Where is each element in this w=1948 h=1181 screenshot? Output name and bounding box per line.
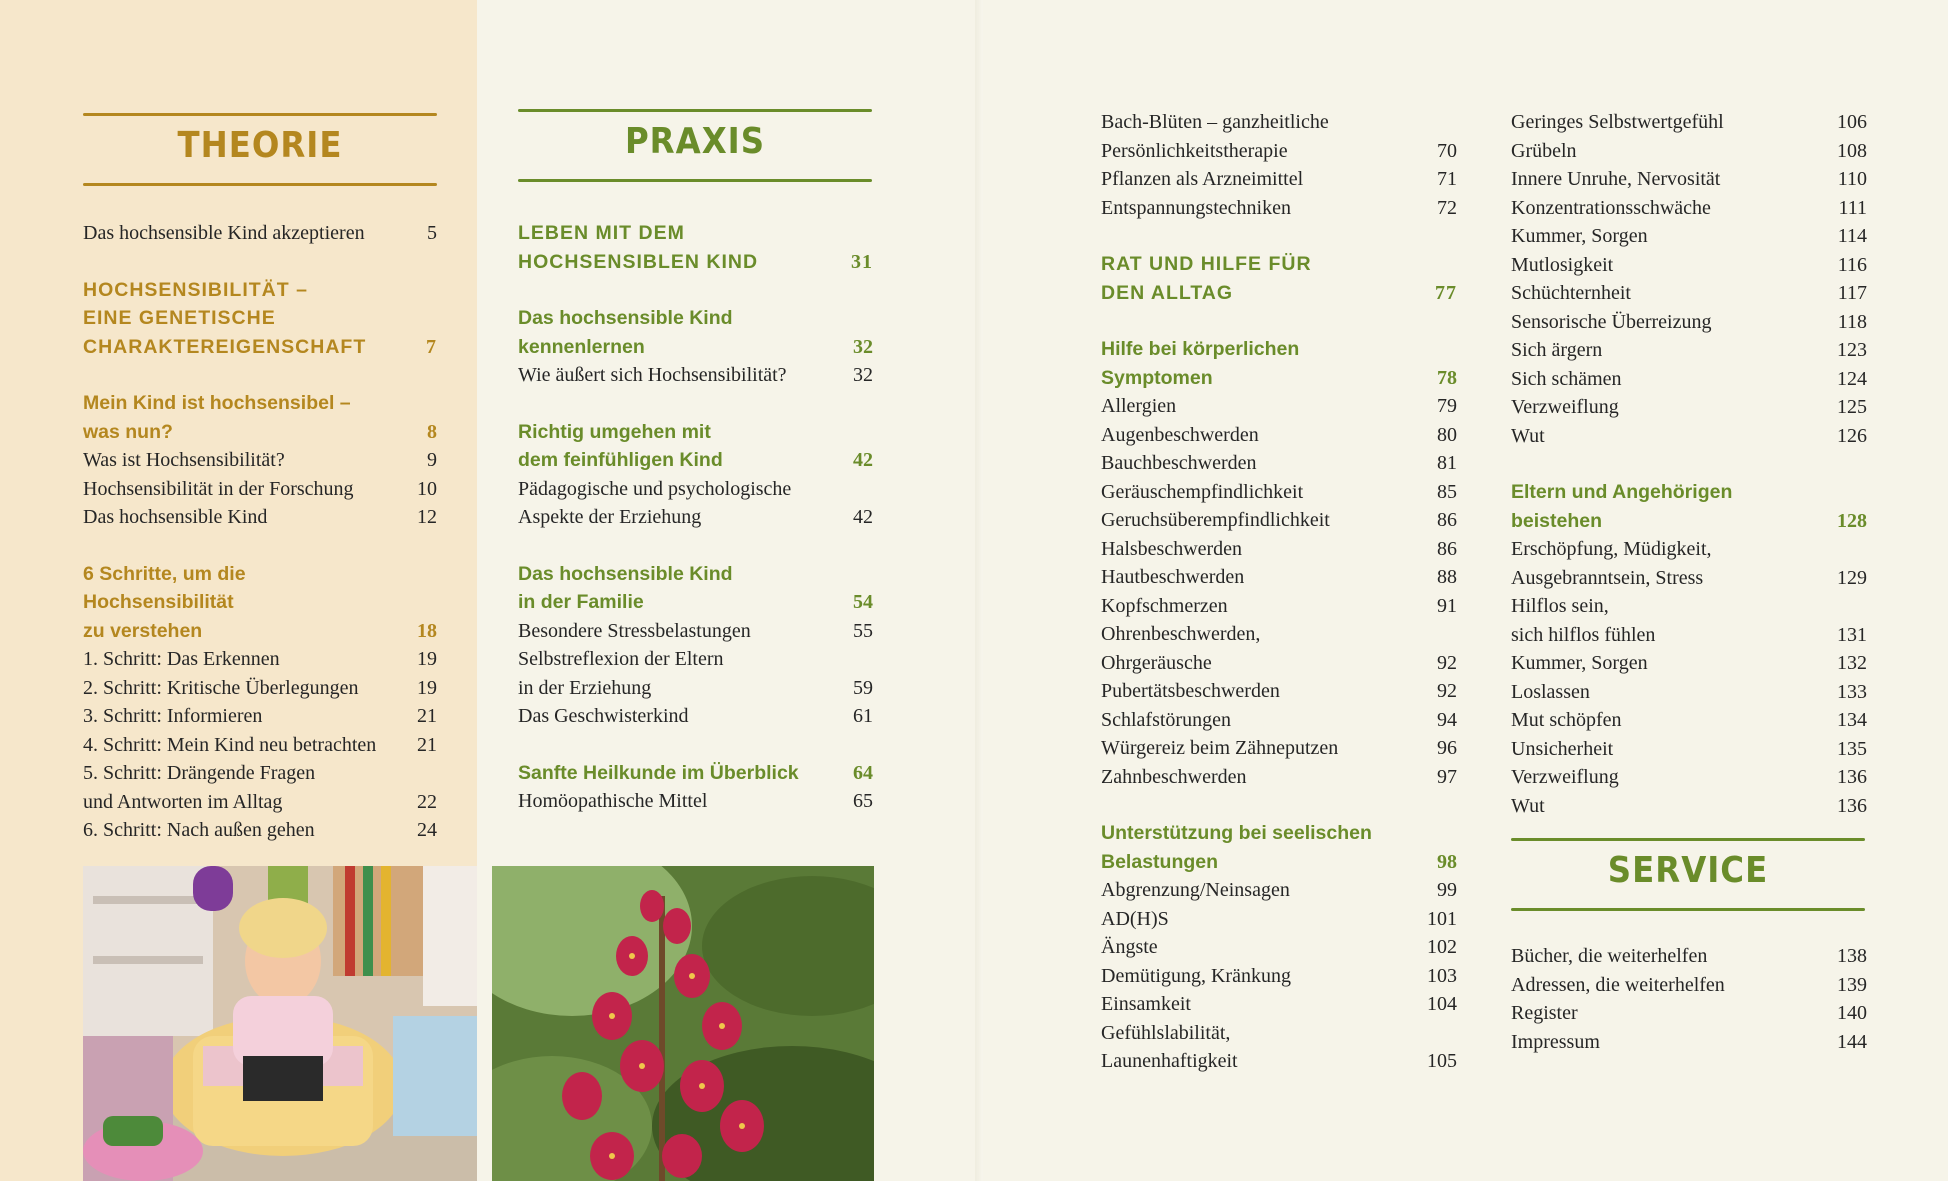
- toc-entry[interactable]: 4. Schritt: Mein Kind neu betrachten 21: [83, 733, 437, 756]
- rat-und-hilfe-column: [1101, 108, 1457, 1076]
- toc-entry[interactable]: 1. Schritt: Das Erkennen 19: [83, 648, 437, 670]
- toc-entry[interactable]: Adressen, die weiterhelfen 139: [1511, 973, 1867, 996]
- toc-chapter-heading[interactable]: Hilfe bei körperlichen Symptomen 78: [1101, 338, 1457, 389]
- toc-entry[interactable]: Mutlosigkeit 116: [1511, 253, 1867, 276]
- toc-entry[interactable]: Ohrenbeschwerden, Ohrgeräusche 92: [1101, 623, 1457, 674]
- toc-chapter-heading[interactable]: Eltern und Angehörigen beistehen 128: [1511, 481, 1867, 532]
- toc-chapter-heading[interactable]: Richtig umgehen mit dem feinfühligen Kind 42: [518, 420, 873, 471]
- header-rule-top: [518, 109, 872, 112]
- toc-entry[interactable]: Register 140: [1511, 1002, 1867, 1024]
- toc-chapter-heading[interactable]: Sanfte Heilkunde im Überblick 64: [518, 761, 873, 784]
- toc-entry[interactable]: Hautbeschwerden 88: [1101, 566, 1457, 588]
- toc-entry[interactable]: Bücher, die weiterhelfen 138: [1511, 945, 1867, 967]
- praxis-title: PRAXIS: [624, 121, 766, 162]
- toc-entry[interactable]: Kopfschmerzen 91: [1101, 594, 1457, 617]
- toc-entry[interactable]: Homöopathische Mittel 65: [518, 790, 873, 812]
- toc-entry[interactable]: AD(H)S 101: [1101, 907, 1457, 930]
- toc-entry[interactable]: Hilflos sein, sich hilflos fühlen 131: [1511, 595, 1867, 646]
- toc-entry[interactable]: Schüchternheit 117: [1511, 282, 1867, 304]
- toc-entry[interactable]: Grübeln 108: [1511, 139, 1867, 162]
- toc-entry[interactable]: Pflanzen als Arzneimittel 71: [1101, 168, 1457, 190]
- toc-entry[interactable]: 5. Schritt: Drängende Fragen und Antworten im Alltag 22: [83, 762, 437, 813]
- child-photo: [83, 866, 477, 1181]
- toc-entry[interactable]: Sich schämen 124: [1511, 367, 1867, 390]
- toc-entry[interactable]: Entspannungstechniken 72: [1101, 196, 1457, 219]
- toc-chapter-heading[interactable]: 6 Schritte, um die Hochsensibilität zu verstehen 18: [83, 562, 437, 642]
- service-column: [1511, 108, 1867, 1056]
- toc-entry[interactable]: Sensorische Überreizung 118: [1511, 310, 1867, 333]
- toc-entry[interactable]: Konzentrationsschwäche 111: [1511, 196, 1867, 219]
- toc-entry[interactable]: Halsbeschwerden 86: [1101, 537, 1457, 560]
- toc-entry[interactable]: Verzweiflung 136: [1511, 766, 1867, 788]
- theorie-column: [83, 103, 437, 845]
- toc-entry[interactable]: Geringes Selbstwertgefühl 106: [1511, 111, 1867, 133]
- header-rule-bottom: [1511, 908, 1865, 911]
- toc-entry[interactable]: 6. Schritt: Nach außen gehen 24: [83, 819, 437, 841]
- flower-photo-illustration: [492, 866, 874, 1181]
- toc-entry[interactable]: Verzweiflung 125: [1511, 396, 1867, 418]
- toc-entry[interactable]: Sich ärgern 123: [1511, 339, 1867, 361]
- toc-entry[interactable]: Pubertätsbeschwerden 92: [1101, 680, 1457, 702]
- toc-entry[interactable]: Loslassen 133: [1511, 680, 1867, 703]
- toc-chapter-heading[interactable]: Mein Kind ist hochsensibel – was nun? 8: [83, 392, 437, 443]
- toc-entry[interactable]: Würgereiz beim Zähneputzen 96: [1101, 737, 1457, 759]
- toc-entry[interactable]: Was ist Hochsensibilität? 9: [83, 449, 437, 471]
- toc-entry[interactable]: 3. Schritt: Informieren 21: [83, 705, 437, 727]
- toc-entry[interactable]: Das hochsensible Kind 12: [83, 506, 437, 528]
- toc-entry[interactable]: Bach-Blüten – ganzheitliche Persönlichkeitstherapie 70: [1101, 111, 1457, 162]
- service-header: [1511, 828, 1865, 912]
- toc-entry[interactable]: Demütigung, Kränkung 103: [1101, 964, 1457, 987]
- toc-entry[interactable]: Wut 126: [1511, 424, 1867, 447]
- toc-entry[interactable]: Impressum 144: [1511, 1030, 1867, 1053]
- praxis-header: [518, 99, 872, 183]
- toc-entry[interactable]: Kummer, Sorgen 114: [1511, 225, 1867, 247]
- toc-entry[interactable]: Geräuschempfindlichkeit 85: [1101, 480, 1457, 503]
- toc-chapter-heading[interactable]: Das hochsensible Kind in der Familie 54: [518, 562, 873, 613]
- toc-entry[interactable]: Erschöpfung, Müdigkeit, Ausgebranntsein, Stress 129: [1511, 538, 1867, 589]
- toc-entry[interactable]: Das hochsensible Kind akzeptieren 5: [83, 222, 437, 244]
- toc-entry[interactable]: Augenbeschwerden 80: [1101, 423, 1457, 446]
- service-title: SERVICE: [1607, 850, 1769, 891]
- toc-entry[interactable]: 2. Schritt: Kritische Überlegungen 19: [83, 676, 437, 699]
- toc-entry[interactable]: Das Geschwisterkind 61: [518, 705, 873, 727]
- toc-part-heading[interactable]: LEBEN MIT DEM HOCHSENSIBLEN KIND 31: [518, 222, 873, 273]
- toc-entry[interactable]: Kummer, Sorgen 132: [1511, 652, 1867, 674]
- toc-part-heading[interactable]: RAT UND HILFE FÜR DEN ALLTAG 77: [1101, 253, 1457, 304]
- toc-chapter-heading[interactable]: Das hochsensible Kind kennenlernen 32: [518, 307, 873, 358]
- theorie-header: [83, 103, 437, 187]
- toc-entry[interactable]: Schlafstörungen 94: [1101, 708, 1457, 731]
- toc-entry[interactable]: Hochsensibilität in der Forschung 10: [83, 477, 437, 500]
- toc-entry[interactable]: Mut schöpfen 134: [1511, 709, 1867, 731]
- flower-photo: [492, 866, 874, 1181]
- toc-entry[interactable]: Gefühlslabilität, Launenhaftigkeit 105: [1101, 1021, 1457, 1072]
- theorie-title: THEORIE: [177, 125, 343, 166]
- toc-entry[interactable]: Unsicherheit 135: [1511, 737, 1867, 760]
- toc-entry[interactable]: Wie äußert sich Hochsensibilität? 32: [518, 364, 873, 386]
- book-spine: [975, 0, 983, 1181]
- header-rule-bottom: [83, 183, 437, 186]
- toc-entry[interactable]: Allergien 79: [1101, 395, 1457, 417]
- header-rule-top: [83, 113, 437, 116]
- toc-entry[interactable]: Geruchsüberempfindlichkeit 86: [1101, 509, 1457, 531]
- toc-entry[interactable]: Innere Unruhe, Nervosität 110: [1511, 168, 1867, 190]
- child-photo-illustration: [83, 866, 477, 1181]
- toc-entry[interactable]: Besondere Stressbelastungen 55: [518, 619, 873, 642]
- toc-entry[interactable]: Selbstreflexion der Eltern in der Erziehung 59: [518, 648, 873, 699]
- toc-entry[interactable]: Abgrenzung/Neinsagen 99: [1101, 879, 1457, 901]
- toc-entry[interactable]: Pädagogische und psychologische Aspekte der Erziehung 42: [518, 477, 873, 528]
- header-rule-bottom: [518, 179, 872, 182]
- toc-part-heading[interactable]: HOCHSENSIBILITÄT – EINE GENETISCHE CHARAKTEREIGENSCHAFT 7: [83, 278, 437, 358]
- toc-entry[interactable]: Bauchbeschwerden 81: [1101, 452, 1457, 474]
- toc-entry[interactable]: Wut 136: [1511, 794, 1867, 817]
- toc-chapter-heading[interactable]: Unterstützung bei seelischen Belastungen 98: [1101, 822, 1457, 873]
- header-rule-top: [1511, 838, 1865, 841]
- toc-entry[interactable]: Zahnbeschwerden 97: [1101, 765, 1457, 788]
- toc-entry[interactable]: Ängste 102: [1101, 936, 1457, 958]
- praxis-column: [518, 103, 873, 816]
- toc-entry[interactable]: Einsamkeit 104: [1101, 993, 1457, 1015]
